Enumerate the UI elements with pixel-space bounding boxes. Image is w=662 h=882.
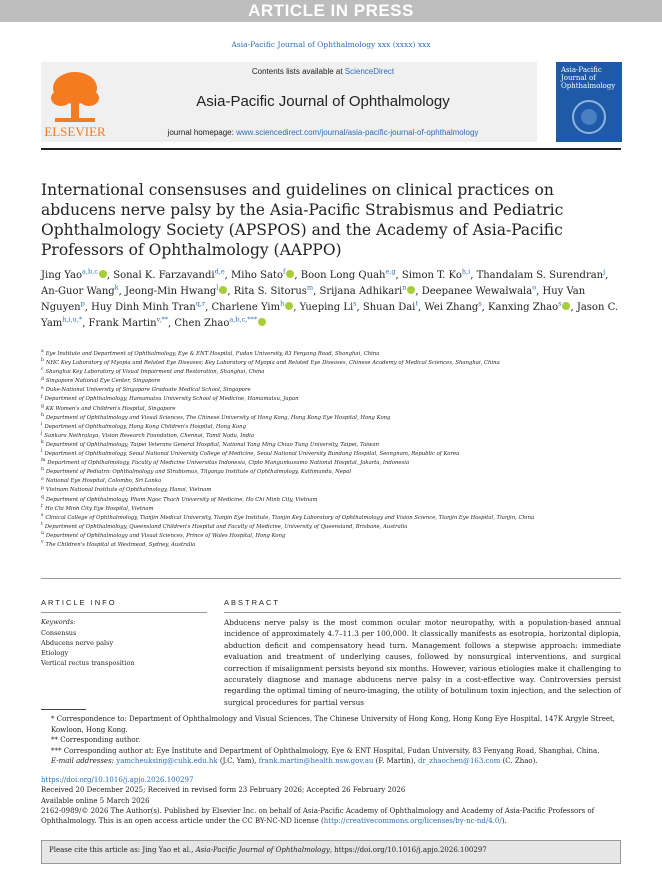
article-title: International consensuses and guidelines on clinical practices on abducens nerve palsy by the Asia-Pacific Strabismus and Pediatric Ophthalmology Society (APSPOS) and the Academy of Asia-Pacific Professors of Ophthalmology (AAPPO) (41, 181, 564, 259)
author-name: Charlene Yim (211, 302, 281, 313)
affiliation-text: The Children's Hospital at Westmead, Sydney, Australia (45, 541, 196, 548)
available-online: Available online 5 March 2026 (41, 796, 150, 805)
citation-doi: , https://doi.org/10.1016/j.apjo.2026.100297 (329, 846, 487, 854)
orcid-icon[interactable] (258, 318, 266, 326)
author-affiliation-marker[interactable]: v,** (156, 315, 169, 324)
keywords-label: Keywords: (41, 618, 76, 626)
affiliation-letter: e (41, 385, 44, 391)
author[interactable] (362, 299, 418, 313)
affiliation-letter: u (41, 531, 44, 537)
author-name: Deepanee Wewalwala (421, 286, 533, 297)
article-info-heading: ARTICLE INFO (41, 598, 117, 607)
author-affiliation-marker[interactable]: h,i,u,* (62, 315, 83, 324)
affiliation-text: Department of Ophthalmology, Seoul National University College of Medicine, Seoul National University Bundang Hospital, Seongnam, Republic of Korea (44, 451, 460, 458)
affiliation-text: KK Women's and Children's Hospital, Singapore (45, 405, 176, 412)
article-in-press-banner: ARTICLE IN PRESS (0, 0, 662, 22)
author-name: Huy Van Nguyen (41, 286, 586, 313)
author-affiliation-marker[interactable]: o (532, 283, 537, 292)
affiliation (41, 541, 621, 550)
affiliation (41, 450, 621, 459)
affiliation (41, 523, 621, 532)
citation-text (49, 846, 487, 854)
doi-link[interactable]: https://doi.org/10.1016/j.apjo.2026.100297 (41, 776, 194, 784)
orcid-icon[interactable] (219, 286, 227, 294)
journal-cover-thumbnail (556, 62, 622, 142)
abstract-text: Abducens nerve palsy is the most common ocular motor neuropathy, with a population-based annual incidence of approximately 4.7–11.3 per 100,000. It classically manifests as esotropia, horizontal diplopia, abduction deficit and compensatory head turn. Management follows a stepwise approach: immediate evaluation and treatment of underlying causes, followed by nonsurgical interventions, and surgical correction if misalignment persists beyond six months. However, various etiologies make it challenging to accurately diagnose and manage abducens nerve palsy in a cost-effective way. Controversies persist regarding the optimal timing of neuro-imaging, the utility of botulinum toxin injection, and the selection of surgical procedures for partial versus (224, 618, 621, 707)
author[interactable] (233, 283, 314, 297)
orcid-icon[interactable] (562, 302, 570, 310)
affiliation-letter: l (41, 449, 43, 455)
email-link[interactable]: dr_zhaochen@163.com (417, 757, 501, 766)
affiliation-letter: h (41, 412, 44, 418)
affiliation-letter: p (41, 485, 44, 491)
author-name: Wei Zhang (424, 302, 479, 313)
author-affiliation-marker[interactable]: h,i (461, 267, 471, 276)
author-name: Miho Sato (231, 270, 283, 281)
keyword: Vertical rectus transposition (41, 659, 135, 667)
contents-prefix: Contents lists available at (251, 67, 345, 76)
affiliation-text: Department of Ophthalmology, Queensland Children's Hospital and Faculty of Medicine, University of Queensland, Brisbane, Australia (44, 523, 408, 530)
orcid-icon[interactable] (407, 286, 415, 294)
email-link[interactable]: yamcheuksing@cuhk.edu.hk (116, 757, 218, 766)
author-affiliation-marker[interactable]: s (353, 299, 357, 308)
corresponding-author-note: ** Corresponding author. (51, 736, 141, 745)
author[interactable] (421, 283, 537, 297)
author-affiliation-marker[interactable]: l (216, 283, 219, 292)
publication-info (41, 775, 621, 826)
email-line (41, 756, 621, 767)
affiliation (41, 386, 621, 395)
affiliation-letter: r (41, 503, 44, 509)
affiliation (41, 423, 621, 432)
author-name: Thandalam S. Surendran (476, 270, 604, 281)
affiliation-letter: j (41, 431, 43, 437)
affiliation (41, 532, 621, 541)
author-name: Jason C. Yam (41, 302, 619, 329)
abstract-rule (224, 612, 621, 613)
affiliation-text: Department of Ophthalmology, Taipei Veterans General Hospital, National Yang Ming Chiao Tung University, Taipei, Taiwan (45, 441, 380, 448)
author-name: Frank Martin (88, 318, 157, 329)
homepage-link[interactable]: www.sciencedirect.com/journal/asia-pacific-journal-of-ophthalmology (236, 128, 479, 137)
homepage-prefix: journal homepage: (167, 128, 237, 137)
license-text: 2162-0989/© 2026 The Author(s). Published by Elsevier Inc. on behalf of Asia-Pacific Academy of Ophthalmology and Academy of Asia-Pacific Professors of Ophthalmology. This is an open access article under the CC BY-NC-ND license ( (41, 806, 595, 826)
affiliation-letter: m (41, 458, 46, 464)
abstract-heading: ABSTRACT (224, 598, 281, 607)
author-name: Shuan Dai (362, 302, 416, 313)
author-affiliation-marker[interactable]: p (80, 299, 85, 308)
keyword: Abducens nerve palsy (41, 639, 114, 647)
author-affiliation-marker[interactable]: h (280, 299, 285, 308)
license-statement (41, 806, 621, 827)
sciencedirect-link[interactable]: ScienceDirect (344, 67, 395, 76)
author[interactable] (113, 267, 225, 281)
affiliation (41, 395, 621, 404)
affiliation (41, 359, 621, 368)
author-name: Huy Dinh Minh Tran (91, 302, 196, 313)
author-affiliation-marker[interactable]: t (415, 299, 418, 308)
affiliation-letter: v (41, 540, 44, 546)
cover-title: Asia-Pacific Journal of Ophthalmology (561, 66, 616, 90)
author[interactable] (41, 267, 107, 281)
author-affiliation-marker[interactable]: k (114, 283, 119, 292)
affiliation-text: Department of Pediatric Ophthalmology and Strabismus, Tilganga Institute of Ophthalmology, Kathmandu, Nepal (45, 469, 352, 476)
received-dates: Received 20 December 2025; Received in revised form 23 February 2026; Accepted 26 February 2026 (41, 786, 406, 795)
author[interactable] (319, 283, 415, 297)
affiliation (41, 514, 621, 523)
affiliation-text: Duke-National University of Singapore Graduate Medical School, Singapore (45, 387, 251, 394)
author-affiliation-marker[interactable]: e,g (385, 267, 396, 276)
author-affiliation-marker[interactable]: j (603, 267, 606, 276)
affiliation (41, 368, 621, 377)
author[interactable] (476, 267, 606, 281)
affiliation (41, 459, 621, 468)
keyword: Etiology (41, 649, 69, 657)
elsevier-logo (41, 64, 109, 140)
header-divider (41, 148, 621, 150)
affiliation (41, 414, 621, 423)
orcid-icon[interactable] (99, 270, 107, 278)
affiliation (41, 405, 621, 414)
correspondence-note: * Correspondence to: Department of Ophthalmology and Visual Sciences, The Chinese University of Hong Kong, Hong Kong Eye Hospital, 147K Argyle Street, Kowloon, Hong Kong. (51, 715, 616, 734)
author-name: Jing Yao (41, 270, 83, 281)
affiliation-text: Vietnam National Institute of Ophthalmology, Hanoi, Vietnam (45, 487, 212, 494)
email-owner: (C. Zhao). (500, 757, 538, 766)
affiliation-text: Department of Ophthalmology, Hamamatsu University School of Medicine, Hamamatsu, Japan (44, 396, 299, 403)
author-affiliation-marker[interactable]: f (282, 267, 286, 276)
affiliation (41, 377, 621, 386)
footnotes (41, 714, 621, 767)
author-name: Kanxing Zhao (488, 302, 559, 313)
affiliation (41, 441, 621, 450)
author[interactable] (211, 299, 293, 313)
author-name: Rita S. Sitorus (233, 286, 307, 297)
email-link[interactable]: frank.martin@health.nsw.gov.au (258, 757, 374, 766)
affiliation (41, 496, 621, 505)
affiliation (41, 350, 621, 359)
affiliation-letter: a (41, 349, 44, 355)
affiliation-letter: o (41, 476, 44, 482)
affiliation-text: Department of Ophthalmology and Visual Sciences, The Chinese University of Hong Kong, Hong Kong Eye Hospital, Hong Kong (45, 414, 391, 421)
citation-journal: Asia-Pacific Journal of Ophthalmology (195, 846, 330, 854)
author[interactable] (124, 283, 227, 297)
affiliation-letter: d (41, 376, 44, 382)
affiliation-text: Department of Ophthalmology, Faculty of Medicine Universitas Indonesia, Cipto Mangunkusumo National Hospital, Jakarta, Indonesia (47, 460, 410, 467)
author[interactable] (300, 267, 396, 281)
journal-title: Asia-Pacific Journal of Ophthalmology (196, 93, 450, 110)
email-owner: (J.C. Yam), (217, 757, 259, 766)
affiliation (41, 486, 621, 495)
article-info-rule (41, 612, 207, 613)
affiliation (41, 477, 621, 486)
author-affiliation-marker[interactable]: s (478, 299, 482, 308)
email-label: E-mail addresses: (51, 757, 117, 766)
affiliation (41, 505, 621, 514)
affiliation-text: Department of Ophthalmology and Visual Sciences, Prince of Wales Hospital, Hong Kong (45, 532, 286, 539)
affiliation-text: National Eye Hospital, Colombo, Sri Lanka (45, 478, 162, 485)
affiliation-list (41, 350, 621, 550)
author[interactable] (299, 299, 357, 313)
author-affiliation-marker[interactable]: a,b,c (82, 267, 98, 276)
affiliation-letter: i (41, 421, 43, 427)
author-name: Sonal K. Farzavandi (113, 270, 215, 281)
affiliation-letter: s (41, 512, 44, 518)
affiliation-letter: c (41, 367, 44, 373)
license-link[interactable]: http://creativecommons.org/licenses/by-nc-nd/4.0/ (323, 817, 502, 826)
author-affiliation-marker[interactable]: q,r (195, 299, 206, 308)
affiliation-text: Shanghai Key Laboratory of Visual Impairment and Restoration, Shanghai, China (45, 369, 265, 376)
author-name: An-Guor Wang (41, 286, 115, 297)
author-affiliation-marker[interactable]: m (306, 283, 314, 292)
section-divider (41, 578, 621, 579)
author-name: Chen Zhao (174, 318, 230, 329)
affiliation-text: Singapore National Eye Center, Singapore (45, 378, 161, 385)
journal-reference[interactable]: Asia-Pacific Journal of Ophthalmology xxx (xxxx) xxx (231, 40, 431, 49)
affiliation (41, 468, 621, 477)
affiliation-text: Clinical College of Ophthalmology, Tianjin Medical University, Tianjin Eye Institute, Tianjin Key Laboratory of Ophthalmology and Vision Science, Tianjin Eye Hospital, Tianjin, China (45, 514, 535, 521)
citation-box (41, 840, 621, 864)
affiliation (41, 432, 621, 441)
publisher-name: ELSEVIER (44, 124, 106, 139)
author[interactable] (231, 267, 294, 281)
author[interactable] (91, 299, 206, 313)
affiliation-letter: q (41, 494, 44, 500)
author[interactable] (424, 299, 482, 313)
author-name: Simon T. Ko (401, 270, 462, 281)
author-name: Jeong-Min Hwang (124, 286, 217, 297)
affiliation-text: Department of Ophthalmology, Pham Ngoc Thach University of Medicine, Ho Chi Minh City, Vietnam (45, 496, 318, 503)
author-list: Jing Yao$^{a,b,c}$ , Sonal K. Farzavandi$^{d,e}$, Miho Sato$^f$ , Boon Long Quah$^{e,g}$, Simon T. Ko$^{h,i}$, Thandalam S. Surendran$^j$, An-Guor Wang$^k$, Jeong-Min Hwang$^l$ , Rita S. Sitorus$^m$, Srijana Adhikari$^n$ , Deepanee Wewalwala$^o$, Huy Van Nguyen$^p$, Huy Dinh Minh Tran$^{q,r}$, Charlene Yim$^h$ , Yueping Li$^s$, Shuan Dai$^t$, Wei Zhang$^s$, Kanxing Zhao$^s$ , Jason C. Yam$^{h,i,u,*}$, Frank Martin$^{v,**}$, Chen Zhao$^{a,b,c,***}$ (41, 267, 619, 329)
affiliation-letter: f (41, 394, 43, 400)
footnote-rule (41, 709, 86, 710)
license-suffix: ). (501, 817, 507, 826)
affiliation-text: Department of Ophthalmology, Hong Kong Children's Hospital, Hong Kong (44, 423, 246, 430)
citation-prefix: Please cite this article as: Jing Yao et al., (49, 846, 196, 854)
cover-pattern (556, 62, 622, 142)
contents-line (110, 67, 536, 76)
affiliation-letter: n (41, 467, 44, 473)
author[interactable] (401, 267, 471, 281)
email-owner: (F. Martin), (373, 757, 418, 766)
affiliation-letter: t (41, 522, 43, 528)
keyword: Consensus (41, 629, 77, 637)
affiliation-text: Sankara Nethralaya, Vision Research Foundation, Chennai, Tamil Nadu, India (44, 432, 255, 439)
author-name: Boon Long Quah (300, 270, 386, 281)
homepage-line (110, 128, 536, 137)
author-affiliation-marker[interactable]: n (402, 283, 407, 292)
author[interactable] (41, 283, 119, 297)
author-affiliation-marker[interactable]: a,b,c,*** (229, 315, 257, 324)
affiliation-letter: k (41, 440, 44, 446)
affiliation-letter: g (41, 403, 44, 409)
orcid-icon[interactable] (285, 302, 293, 310)
author[interactable] (174, 315, 266, 329)
author[interactable] (488, 299, 570, 313)
author[interactable] (88, 315, 169, 329)
affiliation-text: Eye Institute and Department of Ophthalmology, Eye & ENT Hospital, Fudan University, 83 Fenyang Road, Shanghai, China (45, 351, 380, 357)
affiliation-letter: b (41, 358, 44, 364)
corresponding-author-note: *** Corresponding author at: Eye Institute and Department of Ophthalmology, Eye & ENT Hospital, Fudan University, 83 Fenyang Road, Shanghai, China. (51, 746, 600, 755)
affiliation-text: Ho Chi Minh City Eye Hospital, Vietnam (45, 505, 154, 512)
orcid-icon[interactable] (286, 270, 294, 278)
author-name: Yueping Li (299, 302, 354, 313)
author-affiliation-marker[interactable]: s (558, 299, 562, 308)
affiliation-text: NHC Key Laboratory of Myopia and Related Eye Diseases; Key Laboratory of Myopia and Related Eye Diseases, Chinese Academy of Medical Sciences, Shanghai, China (45, 360, 500, 367)
author-name: Srijana Adhikari (319, 286, 403, 297)
keyword-list (41, 628, 135, 668)
author-affiliation-marker[interactable]: d,e (214, 267, 225, 276)
